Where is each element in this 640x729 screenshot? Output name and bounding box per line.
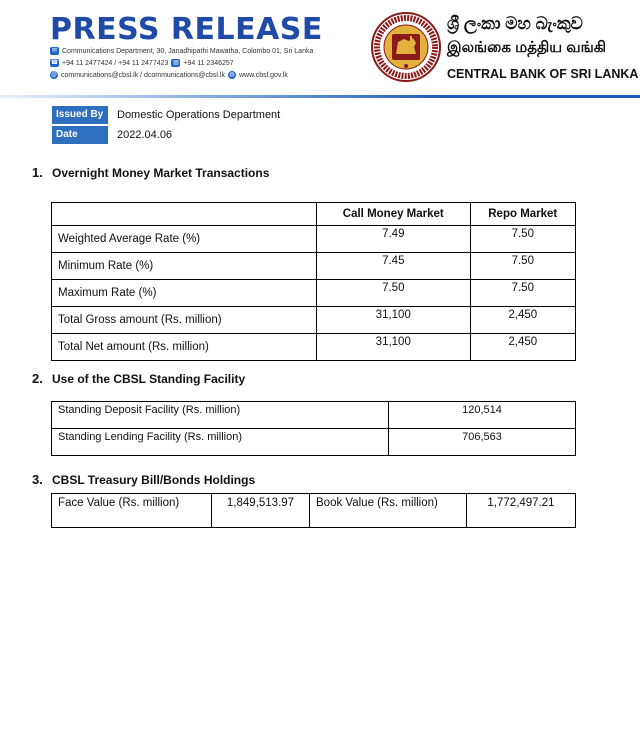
issued-by-label: Issued By bbox=[52, 106, 108, 124]
row-label: Minimum Rate (%) bbox=[52, 253, 317, 280]
bank-name-tamil: இலங்கை மத்திய வங்கி bbox=[447, 39, 607, 56]
phone-text: +94 11 2477424 / +94 11 2477423 bbox=[62, 59, 169, 67]
call-money-value: 31,100 bbox=[317, 307, 471, 334]
section3-number: 3. bbox=[32, 472, 43, 487]
section1-number: 1. bbox=[32, 165, 43, 180]
column-header-repo: Repo Market bbox=[470, 203, 575, 226]
row-label: Maximum Rate (%) bbox=[52, 280, 317, 307]
issued-by-value: Domestic Operations Department bbox=[117, 109, 281, 121]
column-header-blank bbox=[52, 203, 317, 226]
section3-heading bbox=[32, 472, 255, 487]
row-label: Total Gross amount (Rs. million) bbox=[52, 307, 317, 334]
row-value: 706,563 bbox=[389, 429, 576, 456]
repo-value: 7.50 bbox=[470, 280, 575, 307]
press-release-header bbox=[0, 0, 640, 100]
date-label: Date bbox=[52, 126, 108, 144]
face-value-label: Face Value (Rs. million) bbox=[52, 494, 212, 528]
section2-title: Use of the CBSL Standing Facility bbox=[52, 372, 246, 386]
table-row bbox=[52, 226, 576, 253]
header-divider bbox=[0, 95, 640, 98]
section3-title: CBSL Treasury Bill/Bonds Holdings bbox=[52, 473, 256, 487]
table-row bbox=[52, 334, 576, 361]
table-row bbox=[52, 253, 576, 280]
phone-icon: ☎ bbox=[50, 60, 59, 66]
date-value: 2022.04.06 bbox=[117, 129, 173, 141]
section2-heading bbox=[32, 371, 245, 386]
holdings-table bbox=[51, 493, 576, 528]
face-value-amount: 1,849,513.97 bbox=[212, 494, 310, 528]
repo-value: 2,450 bbox=[470, 307, 575, 334]
table-row bbox=[52, 402, 576, 429]
section1-title: Overnight Money Market Transactions bbox=[52, 166, 270, 180]
call-money-value: 31,100 bbox=[317, 334, 471, 361]
call-money-value: 7.49 bbox=[317, 226, 471, 253]
fax-icon: ▤ bbox=[173, 60, 179, 66]
row-label: Standing Lending Facility (Rs. million) bbox=[52, 429, 389, 456]
standing-facility-table bbox=[51, 401, 576, 456]
email-text[interactable]: communications@cbsl.lk / dcommunications@cbsl.lk bbox=[61, 71, 225, 79]
envelope-icon: ✉ bbox=[51, 48, 58, 54]
row-value: 120,514 bbox=[389, 402, 576, 429]
row-label: Weighted Average Rate (%) bbox=[52, 226, 317, 253]
address-text: Communications Department, 30, Janadhipathi Mawatha, Colombo 01, Sri Lanka bbox=[62, 47, 314, 55]
call-money-value: 7.50 bbox=[317, 280, 471, 307]
email-line bbox=[50, 71, 288, 79]
bank-name-sinhala: ශ්‍රී ලංකා මහ බැංකුව bbox=[447, 14, 583, 33]
section1-heading bbox=[32, 165, 269, 180]
repo-value: 7.50 bbox=[470, 253, 575, 280]
call-money-value: 7.45 bbox=[317, 253, 471, 280]
at-icon: @ bbox=[50, 72, 58, 78]
address-line bbox=[50, 47, 313, 55]
book-value-amount: 1,772,497.21 bbox=[467, 494, 576, 528]
row-label: Standing Deposit Facility (Rs. million) bbox=[52, 402, 389, 429]
bank-name-english: CENTRAL BANK OF SRI LANKA bbox=[447, 67, 639, 81]
repo-value: 7.50 bbox=[470, 226, 575, 253]
table-row bbox=[52, 280, 576, 307]
row-label: Total Net amount (Rs. million) bbox=[52, 334, 317, 361]
section2-number: 2. bbox=[32, 371, 43, 386]
press-release-title: PRESS RELEASE bbox=[50, 12, 323, 47]
repo-value: 2,450 bbox=[470, 334, 575, 361]
phone-line bbox=[50, 59, 234, 67]
column-header-call-money: Call Money Market bbox=[317, 203, 471, 226]
table-row bbox=[52, 429, 576, 456]
cbsl-seal-logo bbox=[371, 12, 441, 82]
table-row bbox=[52, 307, 576, 334]
money-market-table bbox=[51, 202, 576, 361]
date-row bbox=[52, 126, 172, 144]
book-value-label: Book Value (Rs. million) bbox=[310, 494, 467, 528]
table-header-row bbox=[52, 203, 576, 226]
fax-text: +94 11 2346257 bbox=[183, 59, 234, 67]
website-text[interactable]: www.cbsl.gov.lk bbox=[239, 71, 288, 79]
globe-icon: ◍ bbox=[229, 72, 235, 78]
issued-by-row bbox=[52, 106, 280, 124]
table-row bbox=[52, 494, 576, 528]
